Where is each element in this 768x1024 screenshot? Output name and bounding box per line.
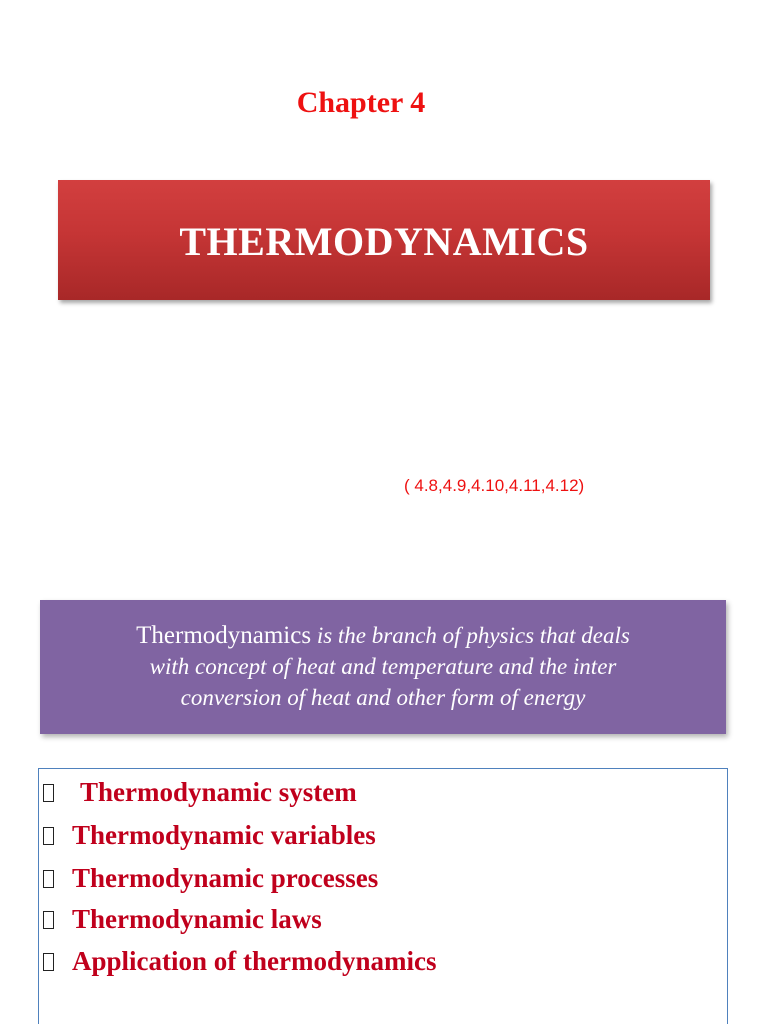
topic-label: Application of thermodynamics bbox=[72, 946, 437, 976]
bullet-box-icon bbox=[43, 953, 54, 971]
list-item bbox=[43, 777, 357, 808]
bullet-box-icon bbox=[43, 827, 54, 845]
bullet-box-icon bbox=[43, 784, 54, 802]
topic-label: Thermodynamic laws bbox=[72, 904, 322, 934]
definition-line-1: is the branch of physics that deals bbox=[311, 623, 630, 648]
definition-box bbox=[40, 600, 726, 734]
chapter-heading: Chapter 4 bbox=[296, 86, 426, 119]
list-item bbox=[43, 863, 378, 894]
topic-label: Thermodynamic system bbox=[80, 777, 357, 807]
title-banner bbox=[58, 180, 710, 300]
definition-line-3: conversion of heat and other form of energy bbox=[180, 685, 586, 710]
definition-text bbox=[50, 620, 716, 713]
list-item bbox=[43, 904, 322, 935]
bullet-box-icon bbox=[43, 870, 54, 888]
topic-list bbox=[38, 768, 728, 1024]
topic-label: Thermodynamic processes bbox=[72, 863, 379, 893]
page-title: THERMODYNAMICS bbox=[179, 219, 589, 264]
section-references: ( 4.8,4.9,4.10,4.11,4.12) bbox=[404, 476, 585, 495]
list-item bbox=[43, 946, 437, 977]
definition-term: Thermodynamics bbox=[136, 622, 312, 649]
list-item bbox=[43, 820, 376, 851]
topic-label: Thermodynamic variables bbox=[72, 820, 376, 850]
definition-line-2: with concept of heat and temperature and the inter bbox=[149, 654, 617, 679]
bullet-box-icon bbox=[43, 911, 54, 929]
